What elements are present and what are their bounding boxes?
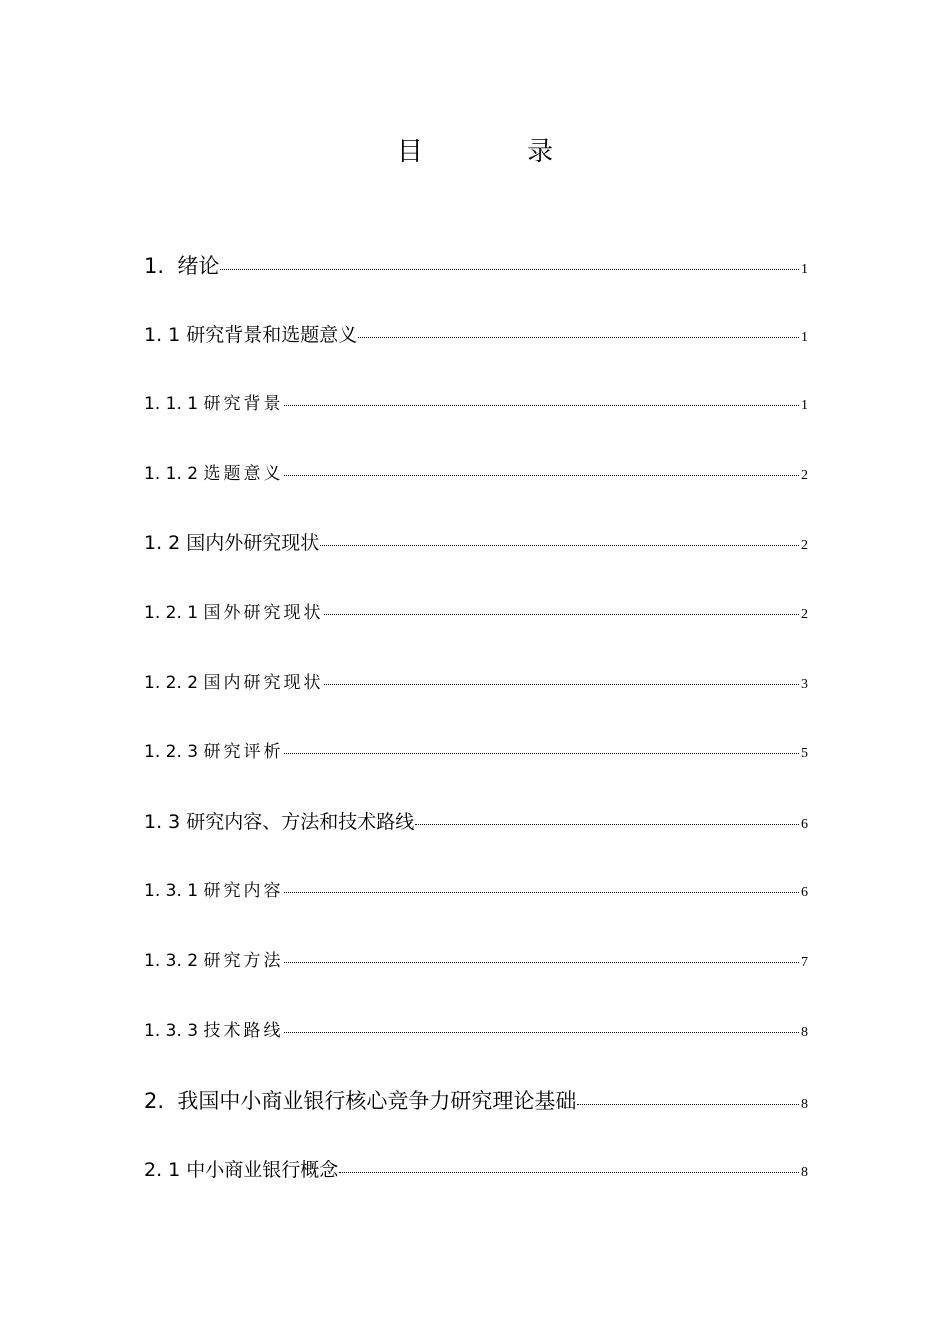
- toc-entry-number: 1. 3. 1: [144, 881, 204, 902]
- toc-dot-leader: [220, 269, 799, 270]
- toc-entry[interactable]: [144, 946, 808, 1016]
- toc-entry-number: 1. 1. 2: [144, 463, 204, 484]
- toc-entry[interactable]: [144, 668, 808, 738]
- toc-entry-number: 1. 2. 3: [144, 742, 204, 763]
- toc-entry[interactable]: [144, 528, 808, 598]
- toc-entry[interactable]: [144, 459, 808, 529]
- toc-title: 目 录: [396, 137, 602, 167]
- toc-list: [144, 250, 808, 1224]
- toc-entry-page-number: 6: [801, 816, 808, 832]
- toc-entry-title: 国内研究现状: [203, 672, 324, 693]
- toc-entry-page-number: 7: [801, 954, 808, 970]
- toc-entry-page-number: 2: [801, 538, 808, 554]
- toc-entry-number: 1. 2. 2: [144, 672, 204, 693]
- toc-entry[interactable]: [144, 389, 808, 459]
- toc-entry-title: 绪论: [177, 254, 220, 278]
- toc-entry-page-number: 8: [801, 1164, 808, 1180]
- toc-entry-number: 1. 3. 3: [144, 1020, 204, 1041]
- toc-entry[interactable]: [144, 876, 808, 946]
- toc-entry-title: 研究背景: [203, 394, 284, 415]
- toc-entry[interactable]: [144, 1085, 808, 1155]
- toc-entry[interactable]: [144, 320, 808, 390]
- toc-entry-page-number: 8: [801, 1024, 808, 1040]
- toc-entry-number: 1. 2: [144, 532, 187, 555]
- toc-entry-number: 2. 1: [144, 1158, 187, 1181]
- toc-entry-page-number: 1: [801, 329, 808, 345]
- toc-dot-leader: [415, 824, 799, 825]
- toc-dot-leader: [284, 753, 799, 754]
- toc-entry-title: 我国中小商业银行核心竞争力研究理论基础: [177, 1089, 577, 1114]
- toc-dot-leader: [284, 475, 799, 476]
- toc-entry-title: 国外研究现状: [203, 602, 324, 623]
- toc-entry-number: 1. 1. 1: [144, 394, 204, 415]
- toc-entry[interactable]: [144, 250, 808, 320]
- toc-entry-number: 1. 1: [144, 323, 187, 346]
- toc-entry-page-number: 2: [801, 606, 808, 622]
- toc-entry-title: 技术路线: [203, 1020, 284, 1041]
- toc-entry-page-number: 6: [801, 885, 808, 901]
- toc-entry-page-number: 2: [801, 467, 808, 483]
- toc-entry-title: 研究内容、方法和技术路线: [186, 810, 415, 833]
- toc-entry[interactable]: [144, 807, 808, 877]
- toc-entry-page-number: 8: [801, 1097, 808, 1113]
- toc-entry-title: 国内外研究现状: [186, 532, 320, 555]
- toc-entry-title: 研究评析: [203, 742, 284, 763]
- toc-entry-number: 1. 3: [144, 810, 187, 833]
- toc-entry-title: 研究内容: [203, 881, 284, 902]
- toc-dot-leader: [284, 892, 799, 893]
- toc-entry-page-number: 1: [801, 398, 808, 414]
- toc-dot-leader: [577, 1104, 799, 1105]
- toc-dot-leader: [320, 545, 799, 546]
- toc-entry-page-number: 3: [801, 676, 808, 692]
- toc-entry-number: 2.: [144, 1089, 178, 1114]
- toc-dot-leader: [339, 1172, 799, 1173]
- toc-dot-leader: [324, 614, 799, 615]
- toc-entry[interactable]: [144, 1155, 808, 1225]
- toc-entry-title: 研究方法: [203, 950, 284, 971]
- toc-entry-title: 研究背景和选题意义: [186, 323, 358, 346]
- toc-entry-title: 选题意义: [203, 463, 284, 484]
- toc-entry-title: 中小商业银行概念: [186, 1158, 339, 1181]
- toc-dot-leader: [284, 1032, 799, 1033]
- toc-entry-number: 1. 2. 1: [144, 602, 204, 623]
- toc-entry[interactable]: [144, 737, 808, 807]
- toc-dot-leader: [284, 405, 799, 406]
- toc-entry-number: 1. 3. 2: [144, 950, 204, 971]
- toc-entry-page-number: 5: [801, 746, 808, 762]
- toc-entry-page-number: 1: [801, 262, 808, 277]
- toc-dot-leader: [324, 684, 799, 685]
- toc-entry-number: 1.: [144, 254, 178, 278]
- toc-entry[interactable]: [144, 598, 808, 668]
- toc-entry[interactable]: [144, 1016, 808, 1086]
- toc-dot-leader: [358, 337, 799, 338]
- toc-dot-leader: [284, 962, 799, 963]
